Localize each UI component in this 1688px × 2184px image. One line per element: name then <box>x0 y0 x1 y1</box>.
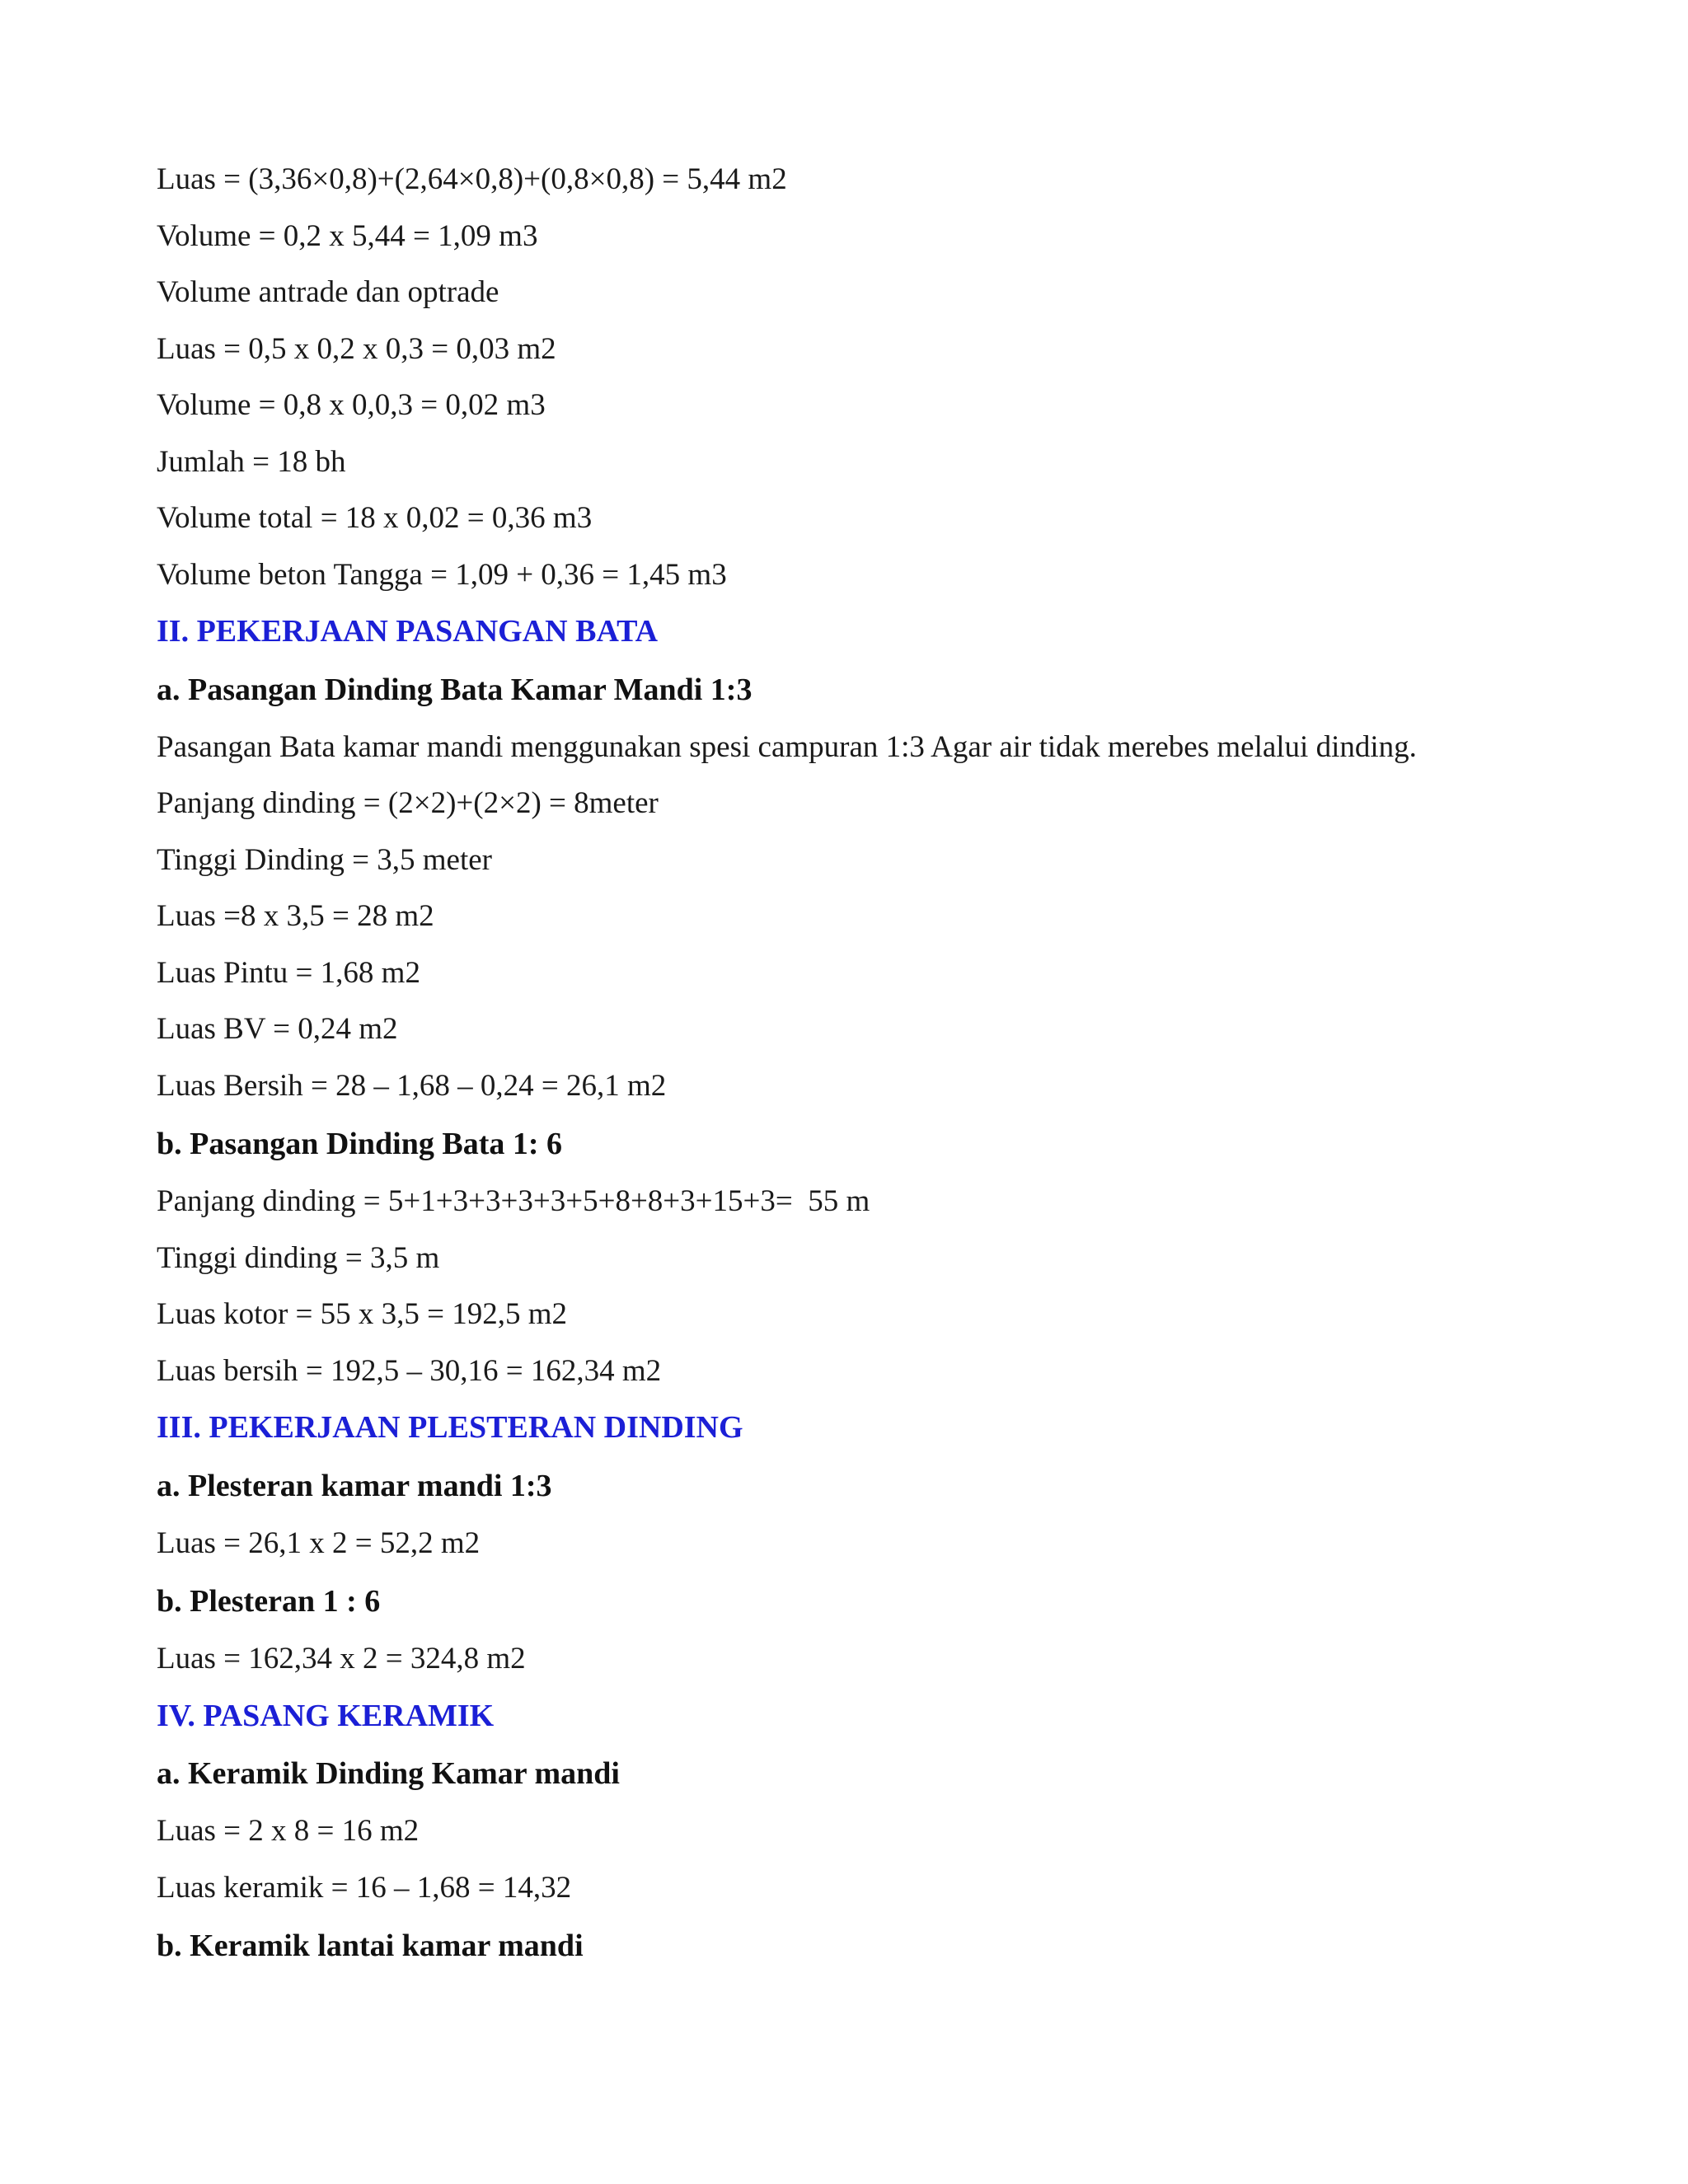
text-line: Tinggi Dinding = 3,5 meter <box>157 842 492 877</box>
subsection-heading: a. Keramik Dinding Kamar mandi <box>157 1756 620 1791</box>
text-line: Luas Bersih = 28 – 1,68 – 0,24 = 26,1 m2 <box>157 1068 667 1103</box>
subsection-heading: b. Plesteran 1 : 6 <box>157 1584 381 1619</box>
subsection-heading: a. Plesteran kamar mandi 1:3 <box>157 1468 552 1503</box>
text-line: Luas = (3,36×0,8)+(2,64×0,8)+(0,8×0,8) = 5,44 m2 <box>157 162 787 196</box>
text-line: Volume total = 18 x 0,02 = 0,36 m3 <box>157 501 593 535</box>
text-line: Volume = 0,8 x 0,0,3 = 0,02 m3 <box>157 388 546 422</box>
text-line: Pasangan Bata kamar mandi menggunakan spesi campuran 1:3 Agar air tidak merebes melalui dinding. <box>157 729 1417 764</box>
section-heading: III. PEKERJAAN PLESTERAN DINDING <box>157 1410 743 1445</box>
text-line: Luas kotor = 55 x 3,5 = 192,5 m2 <box>157 1297 568 1331</box>
subsection-heading: b. Pasangan Dinding Bata 1: 6 <box>157 1127 563 1161</box>
text-line: Luas BV = 0,24 m2 <box>157 1012 398 1046</box>
text-line: Panjang dinding = (2×2)+(2×2) = 8meter <box>157 786 659 820</box>
text-line: Luas = 0,5 x 0,2 x 0,3 = 0,03 m2 <box>157 331 556 366</box>
text-line: Luas = 26,1 x 2 = 52,2 m2 <box>157 1526 481 1560</box>
section-heading: IV. PASANG KERAMIK <box>157 1698 495 1733</box>
text-line: Volume beton Tangga = 1,09 + 0,36 = 1,45 m3 <box>157 557 727 592</box>
text-line: Luas keramik = 16 – 1,68 = 14,32 <box>157 1870 572 1905</box>
subsection-heading: b. Keramik lantai kamar mandi <box>157 1929 584 1963</box>
text-line: Volume = 0,2 x 5,44 = 1,09 m3 <box>157 218 538 253</box>
text-line: Tinggi dinding = 3,5 m <box>157 1240 440 1275</box>
text-line: Luas =8 x 3,5 = 28 m2 <box>157 899 434 933</box>
document-page <box>157 152 1640 1975</box>
text-line: Panjang dinding = 5+1+3+3+3+3+5+8+8+3+15+3= 55 m <box>157 1184 870 1218</box>
text-line: Luas = 2 x 8 = 16 m2 <box>157 1814 420 1848</box>
text-line: Volume antrade dan optrade <box>157 275 499 309</box>
text-line: Luas bersih = 192,5 – 30,16 = 162,34 m2 <box>157 1353 662 1388</box>
text-line: Luas Pintu = 1,68 m2 <box>157 955 420 990</box>
text-line: Jumlah = 18 bh <box>157 444 346 479</box>
text-line: Luas = 162,34 x 2 = 324,8 m2 <box>157 1642 526 1675</box>
section-heading: II. PEKERJAAN PASANGAN BATA <box>157 614 659 649</box>
subsection-heading: a. Pasangan Dinding Bata Kamar Mandi 1:3 <box>157 672 753 707</box>
